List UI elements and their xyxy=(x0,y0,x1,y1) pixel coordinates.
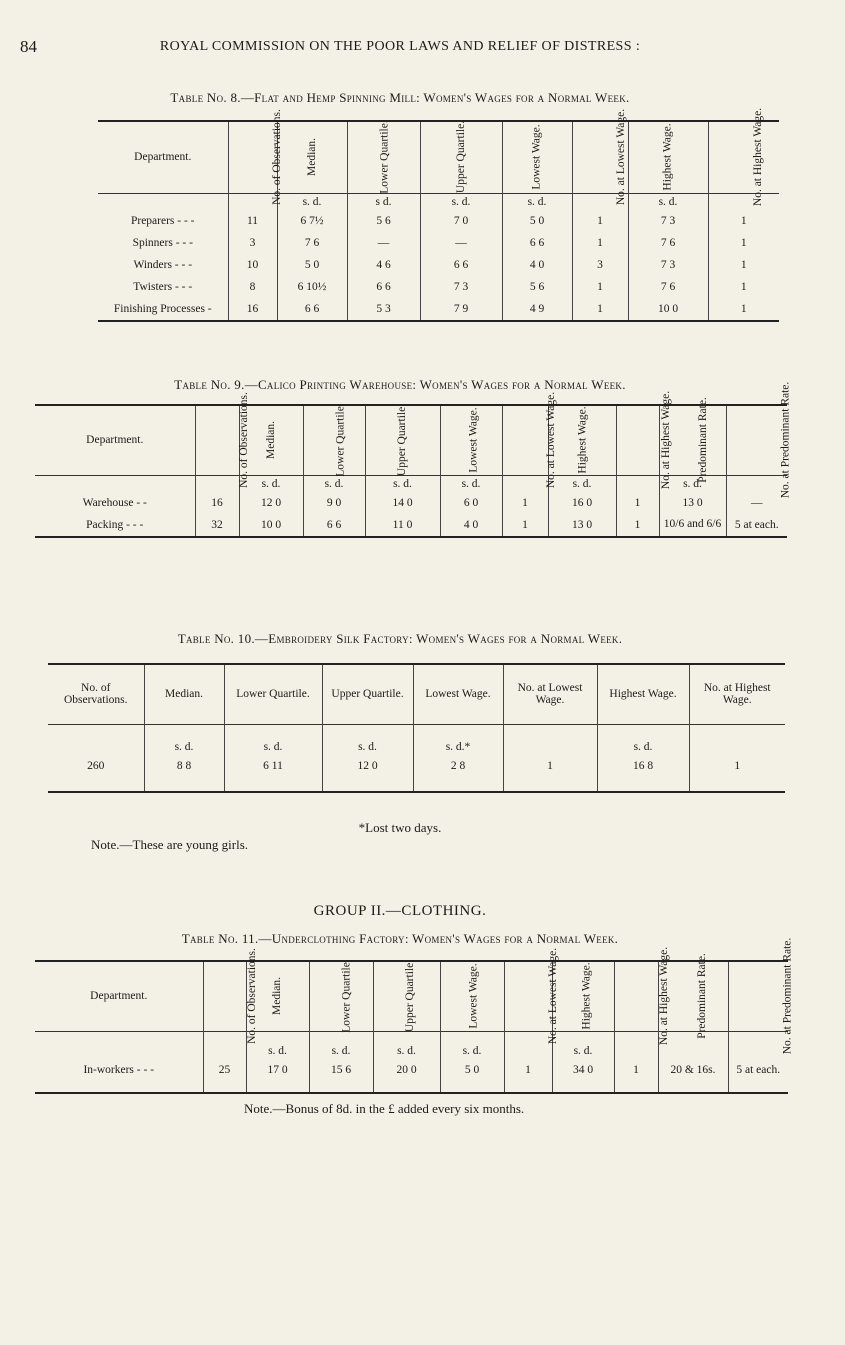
t8-cell: 7 0 xyxy=(453,214,469,227)
page-header xyxy=(0,37,800,61)
t11-header-department: Department. xyxy=(90,990,148,1003)
t9-header-no-at-highest: No. at Highest Wage. xyxy=(616,405,659,475)
t8-cell: 6 7½ xyxy=(300,214,324,227)
t11-header-upper-quartile: Upper Quartile. xyxy=(373,961,440,1031)
t9-header-median: Median. xyxy=(239,405,303,475)
t8-header-no-at-lowest: No. at Lowest Wage. xyxy=(572,121,628,193)
t10-header-no-at-highest: No. at Highest Wage. xyxy=(689,664,785,724)
t10-header-highest-wage: Highest Wage. xyxy=(597,664,689,724)
page-number: 84 xyxy=(20,37,37,56)
t8-header-observations: No. of Observations. xyxy=(228,121,277,193)
t9-header-upper-quartile: Upper Quartile. xyxy=(365,405,440,475)
table-11-note: Note.—Bonus of 8d. in the £ added every six months. xyxy=(244,1101,525,1116)
table-8 xyxy=(98,108,779,322)
t8-cell: 11 xyxy=(246,214,259,227)
t8-cell: 1 xyxy=(597,214,603,227)
t10-header-no-at-lowest: No. at Lowest Wage. xyxy=(503,664,597,724)
running-head: ROYAL COMMISSION ON THE POOR LAWS AND RELIEF OF DISTRESS : xyxy=(159,39,641,54)
table-10-caption: Table No. 10.—Embroidery Silk Factory: Women's Wages for a Normal Week. xyxy=(177,631,623,646)
t8-cell: 1 xyxy=(740,214,747,227)
t11-header-median: Median. xyxy=(246,961,309,1031)
t11-header-no-at-highest: No. at Highest Wage. xyxy=(614,961,658,1031)
t8-header-highest-wage: Highest Wage. xyxy=(628,121,708,193)
table-row: Winders - - - 10 5 0 4 6 6 6 4 0 3 7 3 1 xyxy=(98,254,779,276)
t11-header-no-at-predominant: No. at Predominant Rate. xyxy=(728,961,788,1031)
t9-header-observations: No. of Observations. xyxy=(195,405,239,475)
table-10-footnote: *Lost two days. xyxy=(358,820,442,835)
table-row: 260 s. d. 8 8 s. d. 6 11 s. d. 12 0 s. d.* 2 8 1 s. d. 16 8 1 xyxy=(48,724,785,792)
t8-header-upper-quartile: Upper Quartile. xyxy=(420,121,502,193)
table-9-caption: Table No. 9.—Calico Printing Warehouse: Women's Wages for a Normal Week. xyxy=(174,377,626,392)
t8-header-department: Department. xyxy=(134,151,192,164)
t8-header-lower-quartile: Lower Quartile. xyxy=(347,121,420,193)
table-11-caption: Table No. 11.—Underclothing Factory: Women's Wages for a Normal Week. xyxy=(181,931,619,946)
t10-header-lower-quartile: Lower Quartile. xyxy=(224,664,322,724)
table-row: Spinners - - - 3 7 6 — — 6 6 1 7 6 1 xyxy=(98,232,779,254)
table-row: In-workers - - - 25 s. d. 17 0 s. d. 15 6 s. d. 20 0 s. d. 5 0 1 s. d. 34 0 1 20 & 16s. 5 at each. xyxy=(35,1031,788,1093)
table-10-note: Note.—These are young girls. xyxy=(91,837,249,852)
t8-cell: Preparers - - - xyxy=(130,214,195,227)
t9-header-predominant-rate: Predominant Rate. xyxy=(659,405,726,475)
t11-header-observations: No. of Observations. xyxy=(203,961,246,1031)
table-row: Preparers - - - 11 s. d. 6 7½ s d. 5 6 s. d. 7 0 s. d. 5 0 1 s. d. 7 3 1 xyxy=(98,193,779,232)
table-row: Packing - - - 32 10 0 6 6 11 0 4 0 1 13 0 1 10/6 and 6/6 5 at each. xyxy=(35,514,787,537)
t9-header-department: Department. xyxy=(86,434,144,447)
t8-header-no-at-highest: No. at Highest Wage. xyxy=(708,121,779,193)
t8-cell: 7 3 xyxy=(660,214,676,227)
t11-header-lowest-wage: Lowest Wage. xyxy=(440,961,504,1031)
t10-header-observations: No. of Observations. xyxy=(63,682,128,707)
t9-header-no-at-lowest: No. at Lowest Wage. xyxy=(502,405,548,475)
t9-header-highest-wage: Highest Wage. xyxy=(548,405,616,475)
t8-cell: 5 0 xyxy=(529,214,545,227)
t10-header-median: Median. xyxy=(144,664,224,724)
t11-header-no-at-lowest: No. at Lowest Wage. xyxy=(504,961,552,1031)
t10-header-lowest-wage: Lowest Wage. xyxy=(413,664,503,724)
t10-header-upper-quartile: Upper Quartile. xyxy=(322,664,413,724)
t11-header-predominant-rate: Predominant Rate. xyxy=(658,961,728,1031)
t11-header-highest-wage: Highest Wage. xyxy=(552,961,614,1031)
table-row: Twisters - - - 8 6 10½ 6 6 7 3 5 6 1 7 6 1 xyxy=(98,276,779,298)
t9-header-lowest-wage: Lowest Wage. xyxy=(440,405,502,475)
table-10 xyxy=(48,663,785,793)
t8-cell: 5 6 xyxy=(376,214,391,227)
t9-header-no-at-predominant: No. at Predominant Rate. xyxy=(726,405,787,475)
t9-header-lower-quartile: Lower Quartile. xyxy=(303,405,365,475)
t11-header-lower-quartile: Lower Quartile. xyxy=(309,961,373,1031)
table-row: Warehouse - - 16 s. d. 12 0 s. d. 9 0 s. d. 14 0 s. d. 6 0 1 s. d. 16 0 1 s. d. 13 0 — xyxy=(35,475,787,514)
t8-header-lowest-wage: Lowest Wage. xyxy=(502,121,572,193)
group-heading: GROUP II.—CLOTHING. xyxy=(313,903,487,919)
t8-header-median: Median. xyxy=(277,121,347,193)
table-8-caption: Table No. 8.—Flat and Hemp Spinning Mill: Women's Wages for a Normal Week. xyxy=(170,90,630,105)
table-row: Finishing Processes - 16 6 6 5 3 7 9 4 9 1 10 0 1 xyxy=(98,298,779,321)
